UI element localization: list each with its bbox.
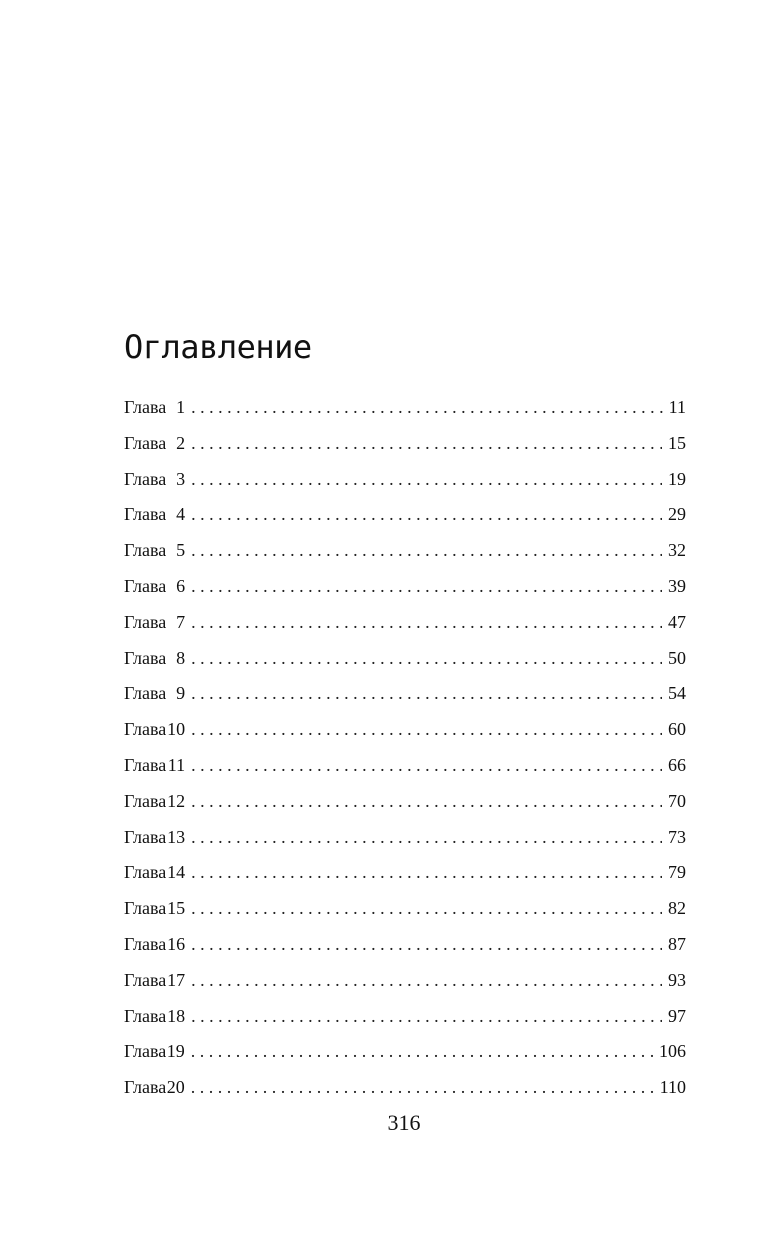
chapter-number: 8: [176, 647, 186, 668]
toc-entry: [124, 1070, 686, 1106]
toc-entry: [124, 855, 686, 891]
toc-entry: [124, 605, 686, 641]
chapter-word: Глава: [124, 898, 167, 919]
dot-leader: [191, 891, 662, 927]
chapter-number: 7: [176, 611, 186, 632]
toc-entry: [124, 1034, 686, 1070]
toc-entry: [124, 641, 686, 677]
chapter-number: 11: [167, 754, 186, 775]
toc-entry: [124, 390, 686, 426]
chapter-number: 14: [167, 862, 186, 883]
chapter-number: 5: [176, 540, 186, 561]
dot-leader: [191, 784, 662, 820]
toc-entry: [124, 569, 686, 605]
dot-leader: [191, 497, 662, 533]
dot-leader: [191, 963, 662, 999]
toc-entry: [124, 963, 686, 999]
chapter-page-number: 87: [668, 933, 686, 954]
toc-entry: [124, 927, 686, 963]
chapter-page-number: 47: [668, 611, 686, 632]
chapter-page-number: 82: [668, 898, 686, 919]
chapter-word: Глава: [124, 504, 167, 525]
dot-leader: [191, 641, 662, 677]
dot-leader: [191, 999, 662, 1035]
chapter-word: Глава: [124, 575, 167, 596]
chapter-word: Глава: [124, 969, 167, 990]
toc-entry: [124, 462, 686, 498]
dot-leader: [191, 605, 662, 641]
chapter-word: Глава: [124, 1077, 167, 1098]
dot-leader: [191, 426, 662, 462]
chapter-number: 18: [167, 1005, 186, 1026]
chapter-number: 2: [176, 432, 186, 453]
chapter-page-number: 11: [668, 397, 686, 417]
chapter-page-number: 19: [668, 468, 686, 489]
dot-leader: [191, 533, 662, 569]
chapter-number: 6: [176, 575, 186, 596]
chapter-number: 12: [167, 790, 186, 811]
chapter-word: Глава: [124, 647, 167, 668]
toc-entry: [124, 676, 686, 712]
toc-entry: [124, 533, 686, 569]
chapter-page-number: 15: [668, 432, 686, 453]
chapter-word: Глава: [124, 826, 167, 847]
chapter-page-number: 29: [668, 504, 686, 525]
toc-title: Оглавление: [124, 328, 312, 366]
toc-entry: [124, 748, 686, 784]
chapter-word: Глава: [124, 719, 167, 740]
chapter-page-number: 73: [668, 826, 686, 847]
chapter-number: 9: [176, 683, 186, 704]
chapter-number: 19: [166, 1041, 185, 1062]
chapter-word: Глава: [124, 540, 167, 561]
chapter-word: Глава: [124, 1005, 167, 1026]
chapter-number: 1: [176, 397, 186, 417]
chapter-word: Глава: [124, 468, 167, 489]
toc-entry: [124, 820, 686, 856]
chapter-word: Глава: [124, 790, 167, 811]
dot-leader: [191, 820, 662, 856]
chapter-page-number: 39: [668, 575, 686, 596]
toc-entry: [124, 999, 686, 1035]
dot-leader: [191, 390, 663, 426]
chapter-page-number: 106: [659, 1041, 686, 1062]
dot-leader: [191, 1034, 653, 1070]
chapter-word: Глава: [124, 933, 167, 954]
chapter-number: 20: [166, 1077, 185, 1098]
chapter-page-number: 54: [668, 683, 686, 704]
dot-leader: [191, 676, 662, 712]
dot-leader: [191, 748, 662, 784]
dot-leader: [191, 1070, 654, 1106]
chapter-number: 3: [176, 468, 186, 489]
toc-entry: [124, 891, 686, 927]
chapter-word: Глава: [124, 432, 167, 453]
chapter-number: 17: [167, 969, 186, 990]
chapter-word: Глава: [124, 754, 167, 775]
dot-leader: [191, 462, 662, 498]
chapter-page-number: 79: [668, 862, 686, 883]
chapter-number: 16: [167, 933, 186, 954]
chapter-page-number: 60: [668, 719, 686, 740]
chapter-word: Глава: [124, 611, 167, 632]
dot-leader: [191, 712, 662, 748]
toc-list: [124, 390, 686, 1106]
chapter-page-number: 93: [668, 969, 686, 990]
chapter-word: Глава: [124, 1041, 167, 1062]
chapter-number: 15: [167, 898, 186, 919]
toc-entry: [124, 497, 686, 533]
toc-entry: [124, 426, 686, 462]
dot-leader: [191, 855, 662, 891]
chapter-page-number: 110: [659, 1077, 686, 1098]
chapter-page-number: 97: [668, 1005, 686, 1026]
chapter-word: Глава: [124, 683, 167, 704]
chapter-page-number: 70: [668, 790, 686, 811]
toc-entry: [124, 784, 686, 820]
chapter-number: 13: [167, 826, 186, 847]
chapter-page-number: 50: [668, 647, 686, 668]
page-number: 316: [387, 1110, 421, 1135]
chapter-page-number: 32: [668, 540, 686, 561]
chapter-word: Глава: [124, 397, 167, 417]
chapter-number: 10: [167, 719, 186, 740]
chapter-page-number: 66: [668, 754, 686, 775]
dot-leader: [191, 927, 662, 963]
chapter-number: 4: [176, 504, 186, 525]
chapter-word: Глава: [124, 862, 167, 883]
dot-leader: [191, 569, 662, 605]
toc-entry: [124, 712, 686, 748]
